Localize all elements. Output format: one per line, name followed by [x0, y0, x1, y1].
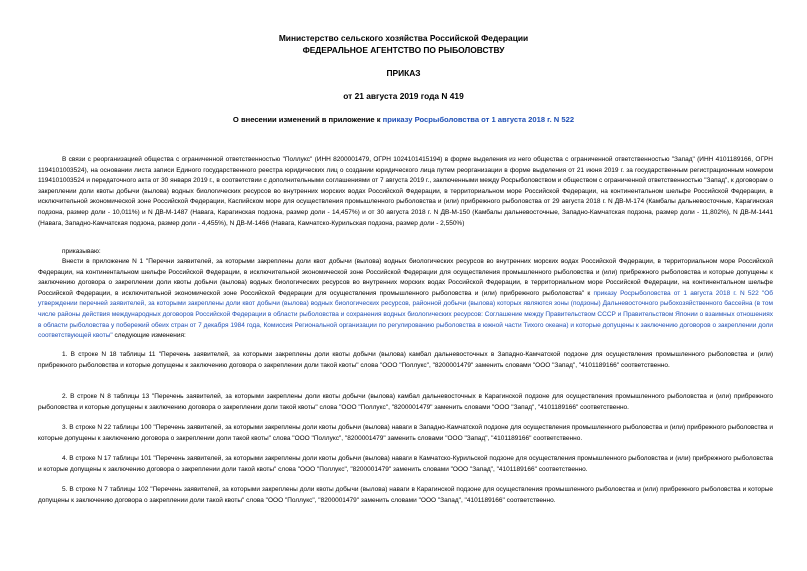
- item-1: [38, 350, 773, 371]
- agency-heading: ФЕДЕРАЛЬНОЕ АГЕНТСТВО ПО РЫБОЛОВСТВУ: [302, 45, 505, 55]
- doc-type-heading: ПРИКАЗ: [386, 68, 421, 78]
- list-item: 5. В строке N 7 таблицы 102 "Перечень заявителей, за которыми закреплены доли квоты добычи (вылова) наваги в Карагинской подзоне для осуществления промышленного рыболовства и (или) прибрежного рыболовства и которые допущены к заключению договора о закреплении доли такой квоты" слова "ООО "Поллукс", "8200001479" заменить словами "ООО "Запад", "4101189166" соответственно.: [38, 486, 773, 504]
- order-word-paragraph: [38, 247, 773, 258]
- preamble-text: В связи с реорганизацией общества с ограниченной ответственностью "Поллукс" (ИНН 8200001479, ОГРН 1024101415194) в форме выделения из него общества с ограниченной ответственностью "Запад" (ИНН 4101189166, ОГРН 1194101003524), на основании листа записи Единого государственного реестра юридических лиц о создании юридического лица путем реорганизации в форме выделения от 21 июня 2019 г. за государственным регистрационным номером 1194101003524 и передаточного акта от 30 января 2019 г., в соответствии с дополнительными соглашениями от 7 августа 2019 г., заключенными между Росрыболовством и обществом с ограниченной ответственностью "Запад", к договорам о закреплении доли квоты добычи (вылова) водных биологических ресурсов во внутренних морских водах Российской Федерации, в территориальном море Российской Федерации, на континентальном шельфе Российской Федерации, в исключительной экономической зоне Российской Федерации, Каспийском море для осуществления промышленного рыболовства и (или) прибрежного рыболовства от 29 августа 2018 г. N ДВ-М-174 (Камбалы дальневосточные, Карагинская подзона, размер доли - 10,011%) и N ДВ-М-1487 (Навага, Карагинская подзона, размер доли - 14,457%) и от 30 августа 2018 г. N ДВ-М-150 (Камбалы дальневосточные, Западно-Камчатская подзона, размер доли - 11,802%), N ДВ-М-1441 (Навага, Западно-Камчатская подзона, размер доли - 4,455%), N ДВ-М-1466 (Навага, Камчатско-Курильская подзона, размер доли - 2,550%): [38, 156, 773, 227]
- amendment-text: [38, 257, 773, 342]
- amendment-paragraph: [38, 257, 773, 342]
- title-order-link[interactable]: приказу Росрыболовства от 1 августа 2018 г. N 522: [382, 115, 575, 124]
- list-item: 4. В строке N 17 таблицы 101 "Перечень заявителей, за которыми закреплены доли квоты добычи (вылова) наваги в Камчатско-Курильской подзоне для осуществления промышленного рыболовства и (или) прибрежного рыболовства и которые допущены к заключению договора о закреплении доли такой квоты" слова "ООО "Поллукс", "8200001479" заменить словами "ООО "Запад", "4101189166" соответственно.: [38, 455, 773, 473]
- item-2: [38, 392, 773, 413]
- ministry-heading: Министерство сельского хозяйства Российской Федерации: [278, 33, 529, 43]
- amendment-order-link[interactable]: приказу Росрыболовства от 1 августа 2018 г. N 522 "Об утверждении перечней заявителей, за которыми закреплены доли квот добычи (вылова) водных биологических ресурсов, районной добычи (вылова) которых являются зоны (подзоны) Дальневосточного рыбохозяйственного бассейна (в том числе районы действия международных договоров Российской Федерации в области рыболовства и сохранения водных биологических ресурсов: Соглашение между Правительством СССР и Правительством Японии о взаимных отношениях в области рыболовства у побережий обеих стран от 7 декабря 1984 года, Комиссия Региональной организации по регулированию рыболовства в южной части Тихого океана) и которые допущены к заключению договоров о закреплении доли соответствующей квоты": [38, 289, 774, 340]
- date-number-heading: от 21 августа 2019 года N 419: [343, 91, 464, 101]
- list-item: 2. В строке N 8 таблицы 13 "Перечень заявителей, за которыми закреплены доли квоты добычи (вылова) камбал дальневосточных в Карагинской подзоне для осуществления промышленного рыболовства и (или) прибрежного рыболовства и которые допущены к заключению договора о закреплении доли такой квоты" слова "ООО "Поллукс", "8200001479" заменить словами "ООО "Запад", "4101189166" соответственно.: [38, 393, 773, 411]
- title-prefix: О внесении изменений в приложение к: [232, 115, 383, 124]
- list-item: 1. В строке N 18 таблицы 11 "Перечень заявителей, за которыми закреплены доли квоты добычи (вылова) камбал дальневосточных в Западно-Камчатской подзоне для осуществления промышленного рыболовства и (или) прибрежного рыболовства и которые допущены к заключению договора о закреплении доли такой квоты" слова "ООО "Поллукс", "8200001479" заменить словами "ООО "Запад", "4101189166" соответственно.: [38, 351, 773, 369]
- list-item: 3. В строке N 22 таблицы 100 "Перечень заявителей, за которыми закреплены доли квоты добычи (вылова) наваги в Западно-Камчатской подзоне для осуществления промышленного рыболовства и (или) прибрежного рыболовства и которые допущены к заключению договора о закреплении доли такой квоты" слова "ООО "Поллукс", "8200001479" заменить словами "ООО "Запад", "4101189166" соответственно.: [38, 424, 773, 442]
- item-3: [38, 423, 773, 444]
- item-4: [38, 454, 773, 475]
- item-5: [38, 485, 773, 506]
- order-word: приказываю:: [62, 248, 101, 255]
- amendment-lead: Внести в приложение N 1 "Перечни заявителей, за которыми закреплены доли квот добычи (вылова) водных биологических ресурсов во внутренних морских водах Российской Федерации, в территориальном море Российской Федерации, на континентальном шельфе Российской Федерации, в исключительной экономической зоне Российской Федерации для осуществления промышленного рыболовства и (или) прибрежного рыболовства и которые допущены к заключению договора о закреплении доли квоты добычи (вылова) водных биологических ресурсов во внутренних морских водах Российской Федерации, в территориальном море Российской Федерации, на континентальном шельфе Российской Федерации, в исключительной экономической зоне Российской Федерации для осуществления промышленного рыболовства и (или) прибрежного рыболовства" к: [38, 258, 773, 297]
- document-title: [0, 115, 807, 124]
- amendment-tail: следующие изменения:: [112, 332, 186, 340]
- preamble-paragraph: [38, 155, 773, 229]
